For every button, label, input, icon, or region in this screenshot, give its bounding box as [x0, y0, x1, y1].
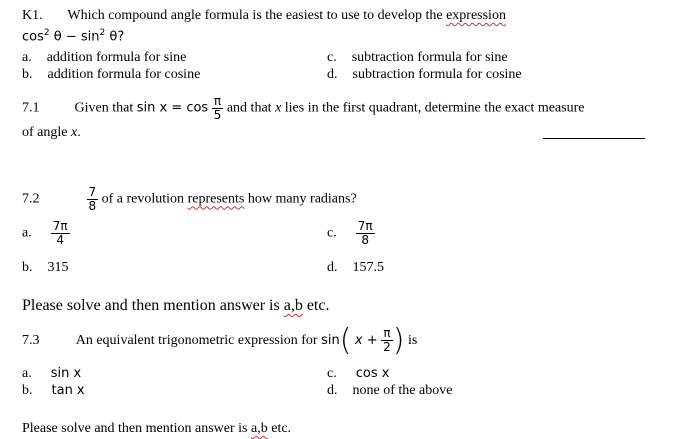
q71-answer-line[interactable]	[543, 138, 645, 139]
q72-a-num: 7π	[52, 219, 68, 233]
k1-option-d[interactable]	[327, 67, 522, 83]
q73-rparen: )	[392, 322, 405, 358]
k1-expr-sup1: 2	[43, 28, 50, 38]
q71-rest2: lies in the first quadrant, determine the exact measure	[284, 100, 585, 116]
q72-text1: of a revolution	[101, 191, 185, 207]
k1-label: K1.	[22, 8, 43, 23]
k1-question-text: Which compound angle formula is the easiest to use to develop the	[67, 8, 443, 23]
q71-line2	[22, 125, 81, 141]
q71-label: 7.1	[22, 100, 40, 116]
q72-c-num: 7π	[357, 219, 373, 233]
k1-option-b[interactable]	[22, 67, 200, 83]
q73-frac-num: π	[383, 326, 391, 341]
note-1	[22, 297, 329, 315]
k1-option-text: addition formula for sine	[46, 50, 187, 65]
q73-line	[22, 322, 417, 360]
q72-a-fraction	[51, 220, 70, 247]
k1-expr-theta1: θ	[49, 29, 62, 45]
note-2	[22, 421, 291, 437]
q72-option-c[interactable]	[327, 220, 375, 247]
k1-expr-sup2: 2	[99, 28, 106, 38]
k1-option-c[interactable]	[327, 50, 508, 66]
q73-d-letter: d.	[327, 383, 338, 398]
q72-c-den: 8	[356, 233, 375, 247]
k1-question-word: expression	[446, 8, 506, 23]
note-1-text: Please solve and then mention answer is	[22, 297, 280, 314]
q72-c-fraction	[356, 220, 375, 247]
q73-c-text: cos x	[355, 366, 390, 381]
q71-x2: x	[70, 125, 78, 140]
q73-label: 7.3	[22, 333, 40, 348]
q72-a-den: 4	[51, 233, 70, 247]
k1-option-letter: a.	[22, 50, 32, 65]
k1-option-text: addition formula for cosine	[47, 67, 201, 82]
q72-frac-num: 7	[88, 185, 97, 199]
q73-a-text: sin x	[50, 366, 82, 381]
q71-frac-den: 5	[213, 108, 222, 122]
q71-line2-text: of angle	[22, 125, 68, 140]
k1-question-line	[22, 8, 506, 24]
q73-fraction	[381, 327, 393, 354]
q73-c-letter: c.	[327, 366, 337, 381]
q73-b-letter: b.	[22, 383, 33, 398]
q73-option-c[interactable]	[327, 366, 389, 382]
q72-c-letter: c.	[327, 225, 337, 241]
q71-fraction	[212, 95, 224, 122]
k1-option-letter: c.	[327, 50, 337, 65]
q72-b-letter: b.	[22, 260, 33, 275]
q73-option-a[interactable]	[22, 366, 81, 382]
q71-frac-num: π	[213, 94, 222, 108]
k1-expr-cos: cos	[22, 29, 44, 45]
k1-expr-theta2: θ?	[105, 29, 125, 45]
q72-option-d[interactable]	[327, 260, 384, 276]
q71-given: Given that	[74, 100, 134, 116]
q72-d-letter: d.	[327, 260, 338, 275]
k1-option-letter: d.	[327, 67, 338, 82]
q73-option-d[interactable]	[327, 383, 452, 399]
note-2-word: a,b	[251, 421, 268, 436]
q71-sinx: sin x = cos	[136, 100, 209, 116]
note-2-text: Please solve and then mention answer is	[22, 421, 248, 436]
q73-d-text: none of the above	[352, 383, 453, 398]
note-2-end: etc.	[271, 421, 292, 436]
q73-x: x +	[354, 333, 378, 348]
k1-expression	[22, 28, 124, 44]
q72-fraction	[87, 186, 99, 213]
q72-d-text: 157.5	[352, 260, 384, 275]
q72-label: 7.2	[22, 191, 40, 207]
q73-frac-den: 2	[383, 340, 391, 355]
q71-period: .	[77, 125, 81, 140]
q73-text: An equivalent trigonometric expression for	[75, 333, 318, 348]
q72-b-text: 315	[47, 260, 69, 275]
q73-b-text: tan x	[51, 383, 85, 398]
q73-a-letter: a.	[22, 366, 32, 381]
q72-text2: how many radians?	[247, 191, 357, 207]
k1-option-letter: b.	[22, 67, 33, 82]
q71-line	[22, 95, 585, 122]
q73-lparen: (	[339, 322, 352, 358]
k1-option-text: subtraction formula for cosine	[352, 67, 522, 82]
k1-option-text: subtraction formula for sine	[351, 50, 508, 65]
k1-option-a[interactable]	[22, 50, 186, 66]
q72-option-b[interactable]	[22, 260, 69, 276]
q72-line	[22, 186, 357, 213]
q72-word: represents	[187, 191, 245, 207]
note-1-end: etc.	[306, 297, 330, 314]
note-1-word: a,b	[283, 297, 303, 314]
k1-expr-minus-sin: − sin	[65, 29, 100, 45]
q73-option-b[interactable]	[22, 383, 85, 399]
q73-sin: sin	[321, 333, 340, 348]
q71-rest: and that	[226, 100, 272, 116]
q72-option-a[interactable]	[22, 220, 70, 247]
q73-is: is	[407, 333, 418, 348]
q72-a-letter: a.	[22, 225, 32, 241]
q71-x: x	[275, 100, 282, 116]
q72-frac-den: 8	[88, 199, 97, 213]
